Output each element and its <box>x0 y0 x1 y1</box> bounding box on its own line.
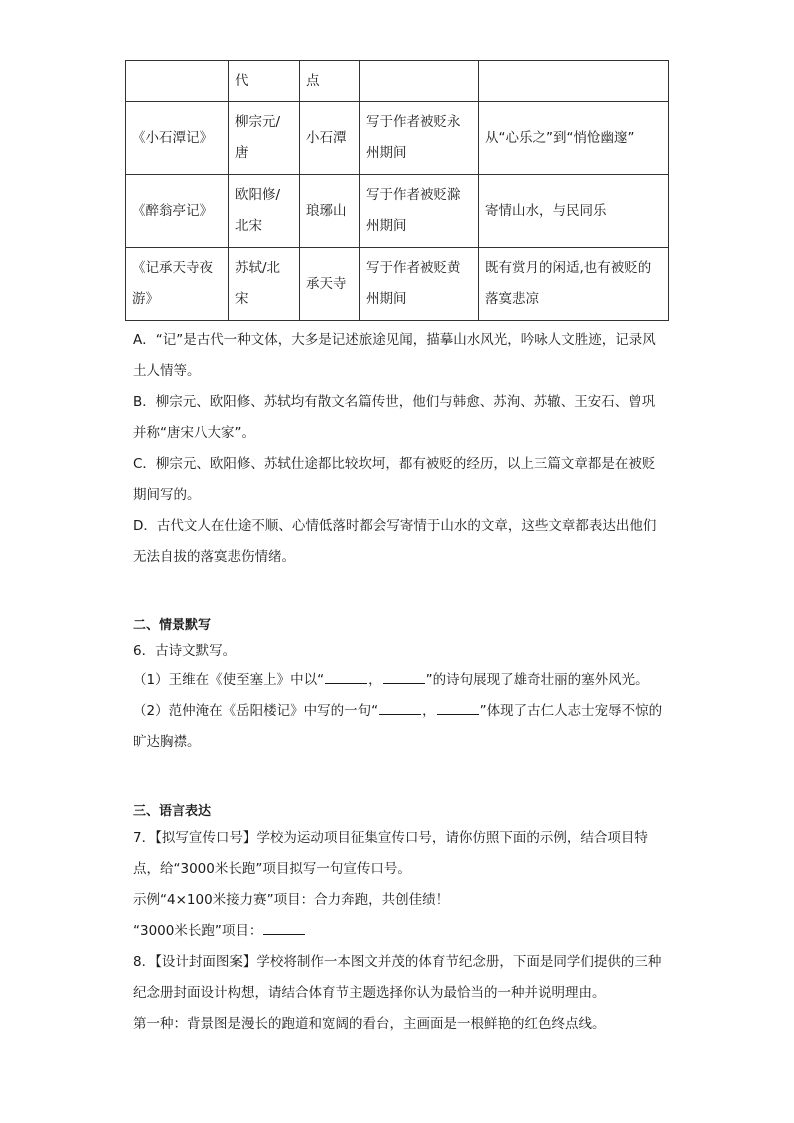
option-a: A．“记”是古代一种文体，大多是记述旅途见闻，描摹山水风光，吟咏人文胜迹，记录风土人情等。 <box>133 332 656 379</box>
table-cell <box>360 61 479 102</box>
section-heading: 二、情景默写 <box>133 618 212 633</box>
section-expression <box>133 801 668 1040</box>
question-8: 8．【设计封面图案】学校将制作一本图文并茂的体育节纪念册，下面是同学们提供的三种纪念册封面设计构想，请结合体育节主题选择你认为最恰当的一种并说明理由。 <box>133 954 662 1001</box>
answer-blank[interactable] <box>263 920 305 935</box>
answer-blank[interactable] <box>379 700 421 715</box>
table-cell: 寄情山水，与民同乐 <box>479 175 669 248</box>
table-row <box>126 248 669 321</box>
table-cell: 《醉翁亭记》 <box>126 175 229 248</box>
table-cell: 《小石潭记》 <box>126 102 229 175</box>
table-cell: 点 <box>300 61 360 102</box>
table-row <box>126 175 669 248</box>
table-cell: 琅琊山 <box>300 175 360 248</box>
question-6-2: （2）范仲淹在《岳阳楼记》中写的一句“ ， ”体现了古仁人志士宠辱不惊的旷达胸襟。 <box>133 696 668 758</box>
option-b: B．柳宗元、欧阳修、苏轼均有散文名篇传世，他们与韩愈、苏洵、苏辙、王安石、曾巩并称“唐宋八大家”。 <box>133 394 656 441</box>
options-block <box>133 325 668 573</box>
table-cell: 承天寺 <box>300 248 360 321</box>
table-cell: 欧阳修/北宋 <box>229 175 300 248</box>
table-cell: 《记承天寺夜游》 <box>126 248 229 321</box>
table-cell: 写于作者被贬滁州期间 <box>360 175 479 248</box>
table-cell: 既有赏月的闲适,也有被贬的落寞悲凉 <box>479 248 669 321</box>
table-cell: 小石潭 <box>300 102 360 175</box>
option-d: D．古代文人在仕途不顺、心情低落时都会写寄情于山水的文章，这些文章都表达出他们无法自拔的落寞悲伤情绪。 <box>133 518 657 565</box>
question-7-answer: “3000米长跑”项目： <box>133 916 668 947</box>
table-cell <box>126 61 229 102</box>
table-cell: 写于作者被贬永州期间 <box>360 102 479 175</box>
table-cell: 写于作者被贬黄州期间 <box>360 248 479 321</box>
question-6: 6．古诗文默写。 <box>133 643 237 659</box>
answer-blank[interactable] <box>437 700 479 715</box>
table-cell: 柳宗元/唐 <box>229 102 300 175</box>
answer-blank[interactable] <box>383 669 425 684</box>
table-row <box>126 102 669 175</box>
table-cell <box>479 61 669 102</box>
option-c: C．柳宗元、欧阳修、苏轼仕途都比较坎坷，都有被贬的经历，以上三篇文章都是在被贬期间写的。 <box>133 456 656 503</box>
section-heading: 三、语言表达 <box>133 804 212 819</box>
section-recitation <box>133 615 668 758</box>
works-table <box>125 60 669 321</box>
question-7-example: 示例“4×100米接力赛”项目：合力奔跑，共创佳绩！ <box>133 892 450 908</box>
question-7: 7．【拟写宣传口号】学校为运动项目征集宣传口号，请你仿照下面的示例，结合项目特点，给“3000米长跑”项目拟写一句宣传口号。 <box>133 830 648 877</box>
table-cell: 苏轼/北宋 <box>229 248 300 321</box>
table-cell: 从“心乐之”到“悄怆幽邃” <box>479 102 669 175</box>
question-8-option-1: 第一种：背景图是漫长的跑道和宽阔的看台，主画面是一根鲜艳的红色终点线。 <box>133 1016 606 1032</box>
answer-blank[interactable] <box>325 669 367 684</box>
table-row <box>126 61 669 102</box>
table-cell: 代 <box>229 61 300 102</box>
question-6-1: （1）王维在《使至塞上》中以“ ， ”的诗句展现了雄奇壮丽的塞外风光。 <box>133 665 668 696</box>
